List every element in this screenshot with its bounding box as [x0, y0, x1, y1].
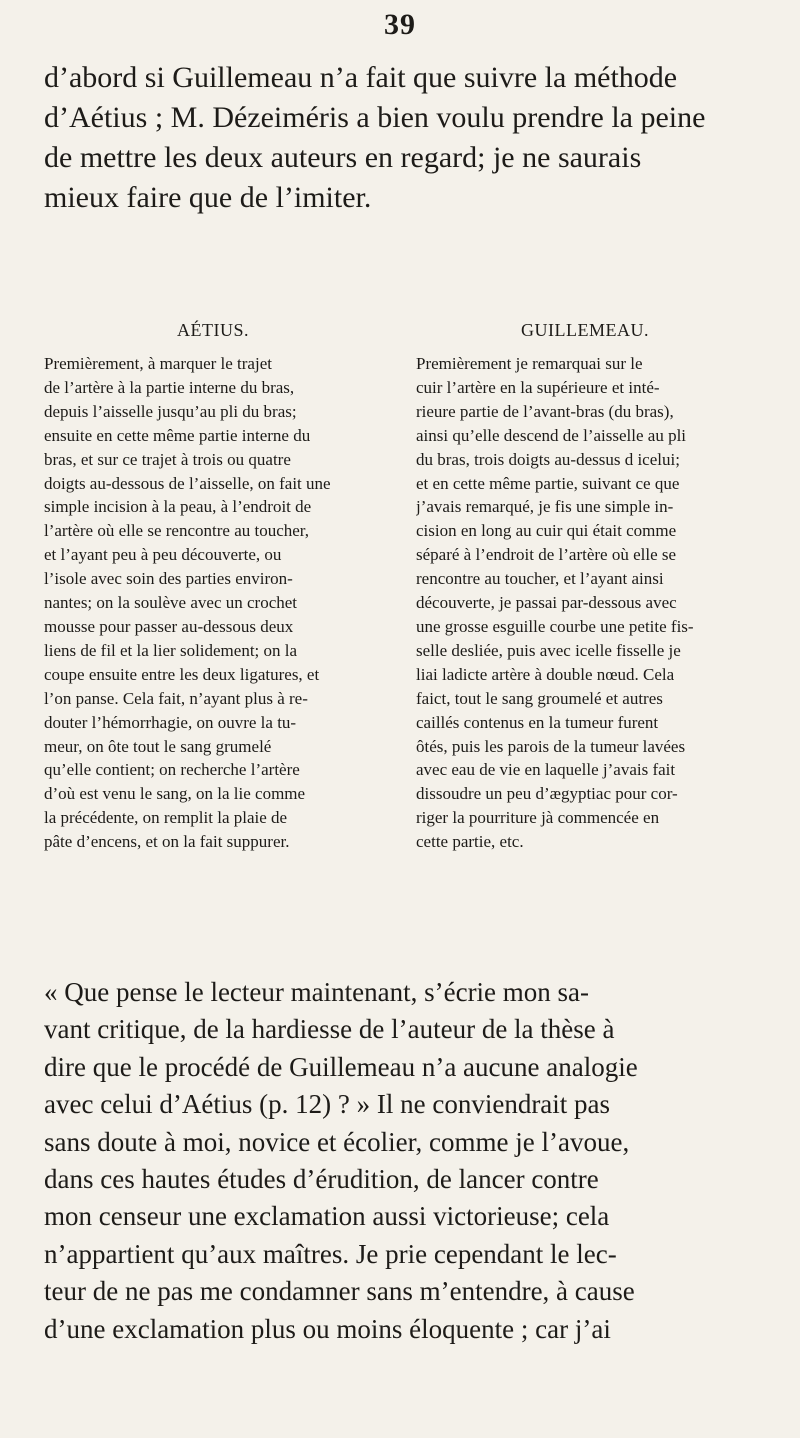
column-line: selle desliée, puis avec icelle fisselle je — [416, 640, 681, 660]
intro-paragraph — [44, 58, 764, 218]
conclusion-line: vant critique, de la hardiesse de l’auteur de la thèse à — [44, 1014, 615, 1045]
guillemeau-text — [416, 352, 754, 854]
column-line: doigts au-dessous de l’aisselle, on fait une — [44, 473, 331, 493]
aetius-text — [44, 352, 382, 854]
column-line: rencontre au toucher, et l’ayant ainsi — [416, 569, 664, 589]
column-line: j’avais remarqué, je fis une simple in- — [416, 497, 674, 517]
guillemeau-heading: GUILLEMEAU. — [521, 320, 649, 340]
column-line: découverte, je passai par-dessous avec — [416, 593, 677, 613]
column-line: avec eau de vie en laquelle j’avais fait — [416, 760, 676, 780]
column-line: nantes; on la soulève avec un crochet — [44, 593, 298, 613]
column-line: coupe ensuite entre les deux ligatures, et — [44, 664, 320, 684]
page-number: 39 — [384, 8, 416, 41]
column-line: une grosse esguille courbe une petite fis- — [416, 616, 694, 636]
column-line: l’on panse. Cela fait, n’ayant plus à re- — [44, 688, 308, 708]
column-line: ensuite en cette même partie interne du — [44, 425, 311, 445]
column-line: et l’ayant peu à peu découverte, ou — [44, 545, 282, 565]
conclusion-line: sans doute à moi, novice et écolier, comme je l’avoue, — [44, 1126, 630, 1157]
conclusion-line: n’appartient qu’aux maîtres. Je prie cependant le lec- — [44, 1238, 617, 1269]
column-line: d’où est venu le sang, on la lie comme — [44, 784, 306, 804]
conclusion-line: mon censeur une exclamation aussi victorieuse; cela — [44, 1201, 610, 1232]
intro-line: d’Aétius ; M. Dézeiméris a bien voulu prendre la peine — [44, 101, 706, 134]
intro-line: d’abord si Guillemeau n’a fait que suivre la méthode — [44, 61, 678, 94]
column-line: mousse pour passer au-dessous deux — [44, 616, 294, 636]
column-line: la précédente, on remplit la plaie de — [44, 808, 288, 828]
column-line: de l’artère à la partie interne du bras, — [44, 377, 295, 397]
conclusion-line: « Que pense le lecteur maintenant, s’écrie mon sa- — [44, 977, 590, 1007]
conclusion-paragraph — [44, 974, 764, 1348]
column-line: ôtés, puis les parois de la tumeur lavées — [416, 736, 686, 756]
column-line: meur, on ôte tout le sang grumelé — [44, 736, 272, 756]
conclusion-line: dire que le procédé de Guillemeau n’a aucune analogie — [44, 1051, 638, 1082]
column-line: cette partie, etc. — [416, 832, 524, 852]
column-line: Premièrement, à marquer le trajet — [44, 354, 272, 373]
column-line: dissoudre un peu d’ægyptiac pour cor- — [416, 784, 678, 804]
column-line: du bras, trois doigts au-dessus d icelui; — [416, 449, 680, 469]
conclusion-line: teur de ne pas me condamner sans m’entendre, à cause — [44, 1276, 635, 1307]
column-line: caillés contenus en la tumeur furent — [416, 712, 659, 732]
column-line: riger la pourriture jà commencée en — [416, 808, 660, 828]
conclusion-line: avec celui d’Aétius (p. 12) ? » Il ne conviendrait pas — [44, 1089, 611, 1120]
guillemeau-column — [416, 318, 754, 854]
column-line: l’isole avec soin des parties environ- — [44, 569, 293, 589]
column-line: liai ladicte artère à double nœud. Cela — [416, 664, 675, 684]
column-line: l’artère où elle se rencontre au toucher, — [44, 521, 310, 541]
column-line: bras, et sur ce trajet à trois ou quatre — [44, 449, 291, 469]
column-line: faict, tout le sang groumelé et autres — [416, 688, 663, 708]
column-line: douter l’hémorrhagie, on ouvre la tu- — [44, 712, 297, 732]
column-line: rieure partie de l’avant-bras (du bras), — [416, 401, 674, 421]
column-line: séparé à l’endroit de l’artère où elle se — [416, 545, 677, 565]
column-line: liens de fil et la lier solidement; on la — [44, 640, 298, 660]
intro-line: mieux faire que de l’imiter. — [44, 181, 372, 214]
aetius-heading: AÉTIUS. — [177, 320, 249, 340]
column-line: simple incision à la peau, à l’endroit de — [44, 497, 312, 517]
column-line: pâte d’encens, et on la fait suppurer. — [44, 832, 290, 852]
column-line: depuis l’aisselle jusqu’au pli du bras; — [44, 401, 297, 421]
aetius-column — [44, 318, 382, 854]
column-line: cuir l’artère en la supérieure et inté- — [416, 377, 660, 397]
conclusion-line: dans ces hautes études d’érudition, de lancer contre — [44, 1164, 599, 1195]
column-line: qu’elle contient; on recherche l’artère — [44, 760, 300, 780]
column-line: cision en long au cuir qui était comme — [416, 521, 677, 541]
conclusion-line: d’une exclamation plus ou moins éloquente ; car j’ai — [44, 1313, 611, 1344]
column-line: ainsi qu’elle descend de l’aisselle au pli — [416, 425, 687, 445]
intro-line: de mettre les deux auteurs en regard; je ne saurais — [44, 141, 642, 174]
column-line: et en cette même partie, suivant ce que — [416, 473, 680, 493]
column-line: Premièrement je remarquai sur le — [416, 354, 643, 373]
